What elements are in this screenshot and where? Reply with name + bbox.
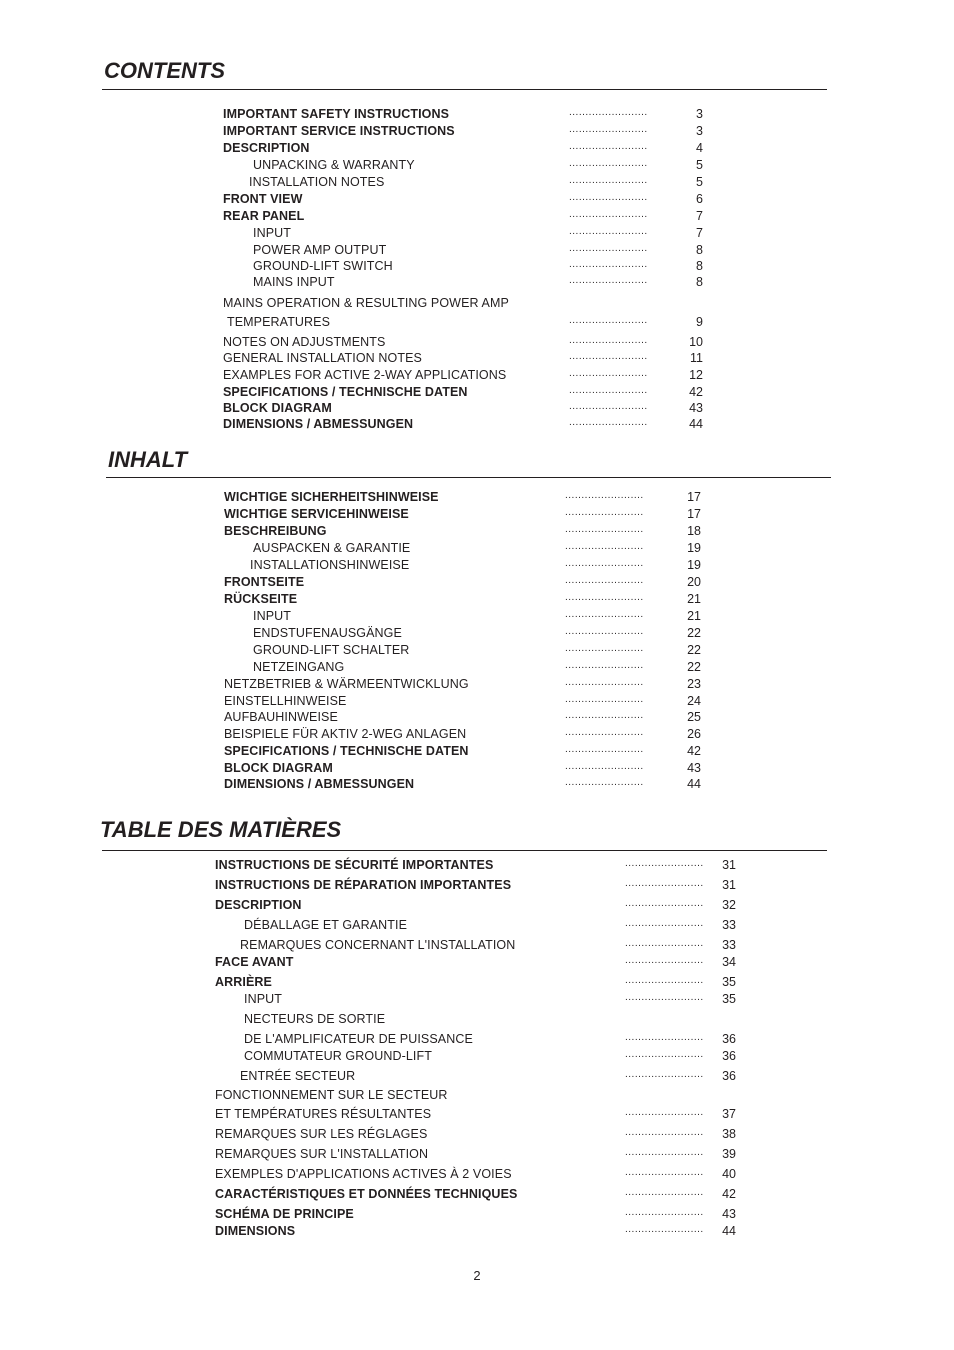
toc-entry-label: INPUT: [253, 609, 291, 623]
toc-entry[interactable]: [223, 334, 723, 350]
toc-entry[interactable]: [223, 295, 723, 311]
toc-leader-dots: ........................: [565, 524, 644, 535]
toc-entry[interactable]: [224, 489, 724, 505]
toc-entry-page: 21: [687, 609, 701, 623]
toc-entry-label: REAR PANEL: [223, 209, 305, 223]
toc-entry-page: 42: [689, 385, 703, 399]
toc-entry[interactable]: [223, 258, 723, 274]
toc-entry-page: 36: [722, 1049, 736, 1063]
toc-entry[interactable]: [215, 1106, 755, 1122]
toc-entry-label: POWER AMP OUTPUT: [253, 243, 387, 257]
toc-entry-label: IMPORTANT SAFETY INSTRUCTIONS: [223, 107, 450, 121]
toc-entry-label: SCHÉMA DE PRINCIPE: [215, 1207, 354, 1221]
toc-leader-dots: ........................: [569, 124, 648, 135]
toc-entry[interactable]: [215, 991, 755, 1007]
toc-entry-page: 44: [722, 1224, 736, 1238]
toc-entry[interactable]: [215, 1206, 755, 1222]
page-number: 2: [473, 1268, 481, 1283]
toc-leader-dots: ........................: [625, 938, 704, 949]
toc-leader-dots: ........................: [625, 918, 704, 929]
toc-leader-dots: ........................: [569, 209, 648, 220]
toc-entry[interactable]: [223, 157, 723, 173]
toc-leader-dots: ........................: [625, 1224, 704, 1235]
toc-entry-label: SPECIFICATIONS / TECHNISCHE DATEN: [223, 385, 468, 399]
toc-entry[interactable]: [215, 1031, 755, 1047]
toc-leader-dots: ........................: [625, 1069, 704, 1080]
toc-leader-dots: ........................: [565, 744, 644, 755]
toc-entry[interactable]: [223, 242, 723, 258]
toc-entry[interactable]: [223, 416, 723, 432]
toc-leader-dots: ........................: [569, 226, 648, 237]
toc-leader-dots: ........................: [569, 259, 648, 270]
toc-entry[interactable]: [215, 954, 755, 970]
toc-entry[interactable]: [224, 608, 724, 624]
toc-entry[interactable]: [215, 1068, 755, 1084]
toc-entry[interactable]: [215, 1223, 755, 1239]
toc-entry-label: COMMUTATEUR GROUND-LIFT: [244, 1049, 432, 1063]
toc-entry-page: 33: [722, 918, 736, 932]
toc-entry-label: INPUT: [253, 226, 291, 240]
toc-entry-label: EXEMPLES D'APPLICATIONS ACTIVES À 2 VOIES: [215, 1167, 512, 1181]
toc-entry-page: 20: [687, 575, 701, 589]
toc-entry-label: FONCTIONNEMENT SUR LE SECTEUR: [215, 1088, 448, 1102]
toc-entry-page: 32: [722, 898, 736, 912]
toc-leader-dots: ........................: [569, 368, 648, 379]
toc-entry-page: 23: [687, 677, 701, 691]
toc-entry[interactable]: [224, 625, 724, 641]
toc-entry-page: 4: [696, 141, 703, 155]
toc-entry-page: 43: [689, 401, 703, 415]
toc-entry-label: IMPORTANT SERVICE INSTRUCTIONS: [223, 124, 455, 138]
toc-leader-dots: ........................: [565, 626, 644, 637]
toc-leader-dots: ........................: [565, 592, 644, 603]
toc-entry-page: 5: [696, 175, 703, 189]
toc-entry-page: 31: [722, 858, 736, 872]
toc-entry[interactable]: [215, 1048, 755, 1064]
toc-entry-page: 43: [722, 1207, 736, 1221]
toc-entry[interactable]: [223, 367, 723, 383]
toc-entry-label: INSTRUCTIONS DE RÉPARATION IMPORTANTES: [215, 878, 512, 892]
toc-entry-label: NETZBETRIEB & WÄRMEENTWICKLUNG: [224, 677, 469, 691]
toc-entry[interactable]: [224, 659, 724, 675]
toc-entry-page: 12: [689, 368, 703, 382]
toc-entry-label: WICHTIGE SERVICEHINWEISE: [224, 507, 409, 521]
toc-entry-page: 7: [696, 209, 703, 223]
toc-entry[interactable]: [224, 760, 724, 776]
toc-leader-dots: ........................: [625, 955, 704, 966]
toc-leader-dots: ........................: [569, 275, 648, 286]
toc-leader-dots: ........................: [569, 417, 648, 428]
toc-entry[interactable]: [215, 877, 755, 893]
toc-entry[interactable]: [223, 274, 723, 290]
toc-entry[interactable]: [224, 591, 724, 607]
toc-entry-label: FRONT VIEW: [223, 192, 303, 206]
toc-leader-dots: ........................: [565, 575, 644, 586]
toc-entry-page: 8: [696, 259, 703, 273]
toc-leader-dots: ........................: [565, 694, 644, 705]
toc-entry[interactable]: [215, 1087, 755, 1103]
toc-entry[interactable]: [224, 743, 724, 759]
toc-entry-page: 19: [687, 558, 701, 572]
toc-entry-page: 43: [687, 761, 701, 775]
toc-entry-page: 19: [687, 541, 701, 555]
toc-leader-dots: ........................: [625, 975, 704, 986]
toc-entry-label: INPUT: [244, 992, 282, 1006]
toc-leader-dots: ........................: [565, 643, 644, 654]
toc-entry[interactable]: [223, 123, 723, 139]
toc-entry-page: 11: [690, 351, 703, 365]
contents-toc: [223, 106, 723, 436]
toc-leader-dots: ........................: [565, 490, 644, 501]
toc-entry[interactable]: [223, 350, 723, 366]
toc-entry-label: ARRIÈRE: [215, 975, 272, 989]
toc-entry-page: 44: [689, 417, 703, 431]
toc-leader-dots: ........................: [569, 192, 648, 203]
toc-entry-label: BLOCK DIAGRAM: [224, 761, 333, 775]
toc-entry-label: ET TEMPÉRATURES RÉSULTANTES: [215, 1107, 432, 1121]
toc-leader-dots: ........................: [625, 1207, 704, 1218]
toc-entry-page: 34: [722, 955, 736, 969]
toc-entry-page: 44: [687, 777, 701, 791]
toc-entry-page: 21: [687, 592, 701, 606]
toc-leader-dots: ........................: [569, 351, 648, 362]
toc-entry-label: GENERAL INSTALLATION NOTES: [223, 351, 422, 365]
toc-entry-label: UNPACKING & WARRANTY: [253, 158, 415, 172]
toc-entry-label: NETZEINGANG: [253, 660, 345, 674]
toc-entry[interactable]: [215, 937, 755, 953]
toc-leader-dots: ........................: [569, 385, 648, 396]
toc-entry-page: 22: [687, 626, 701, 640]
toc-leader-dots: ........................: [625, 1187, 704, 1198]
toc-entry[interactable]: [224, 693, 724, 709]
toc-entry-page: 7: [696, 226, 703, 240]
toc-entry-page: 18: [687, 524, 701, 538]
toc-leader-dots: ........................: [565, 727, 644, 738]
toc-entry[interactable]: [215, 857, 755, 873]
toc-leader-dots: ........................: [625, 1107, 704, 1118]
table-des-matieres-heading: TABLE DES MATIÈRES: [100, 817, 342, 842]
toc-entry-page: 3: [696, 107, 703, 121]
toc-entry-label: GROUND-LIFT SWITCH: [253, 259, 393, 273]
toc-entry[interactable]: [215, 917, 755, 933]
toc-entry-page: 26: [687, 727, 701, 741]
toc-entry[interactable]: [224, 506, 724, 522]
toc-leader-dots: ........................: [625, 858, 704, 869]
toc-leader-dots: ........................: [625, 898, 704, 909]
contents-rule: [102, 89, 827, 90]
toc-entry-label: MAINS OPERATION & RESULTING POWER AMP: [223, 296, 509, 310]
toc-entry-label: MAINS INPUT: [253, 275, 335, 289]
toc-entry-page: 33: [722, 938, 736, 952]
toc-entry-page: 35: [722, 992, 736, 1006]
toc-entry-label: BEISPIELE FÜR AKTIV 2-WEG ANLAGEN: [224, 727, 467, 741]
toc-entry-page: 36: [722, 1032, 736, 1046]
toc-entry[interactable]: [215, 1011, 755, 1027]
toc-entry-page: 9: [696, 315, 703, 329]
toc-leader-dots: ........................: [569, 401, 648, 412]
toc-leader-dots: ........................: [565, 761, 644, 772]
toc-entry[interactable]: [215, 1186, 755, 1202]
toc-entry-page: 8: [696, 275, 703, 289]
toc-entry-page: 39: [722, 1147, 736, 1161]
toc-entry[interactable]: [224, 574, 724, 590]
toc-entry-label: DESCRIPTION: [223, 141, 310, 155]
toc-entry[interactable]: [224, 557, 724, 573]
toc-entry-label: GROUND-LIFT SCHALTER: [253, 643, 410, 657]
inhalt-toc: [224, 489, 724, 799]
toc-entry-page: 8: [696, 243, 703, 257]
toc-entry-label: BESCHREIBUNG: [224, 524, 327, 538]
toc-entry[interactable]: [223, 191, 723, 207]
toc-entry[interactable]: [224, 642, 724, 658]
toc-entry[interactable]: [215, 1126, 755, 1142]
toc-entry-label: DIMENSIONS: [215, 1224, 296, 1238]
toc-leader-dots: ........................: [625, 992, 704, 1003]
toc-entry[interactable]: [223, 208, 723, 224]
toc-leader-dots: ........................: [625, 1127, 704, 1138]
toc-entry-label: DESCRIPTION: [215, 898, 302, 912]
toc-leader-dots: ........................: [569, 107, 648, 118]
toc-entry[interactable]: [223, 384, 723, 400]
toc-entry-page: 40: [722, 1167, 736, 1181]
toc-leader-dots: ........................: [565, 507, 644, 518]
toc-entry[interactable]: [224, 676, 724, 692]
table-des-matieres-toc: [215, 857, 755, 1247]
toc-entry-page: 42: [722, 1187, 736, 1201]
toc-leader-dots: ........................: [569, 175, 648, 186]
contents-heading: CONTENTS: [104, 58, 225, 83]
toc-entry-label: DÉBALLAGE ET GARANTIE: [244, 918, 408, 932]
toc-leader-dots: ........................: [565, 677, 644, 688]
toc-entry-label: INSTALLATION NOTES: [249, 175, 385, 189]
toc-entry[interactable]: [223, 225, 723, 241]
toc-entry-label: INSTRUCTIONS DE SÉCURITÉ IMPORTANTES: [215, 858, 494, 872]
toc-leader-dots: ........................: [565, 660, 644, 671]
toc-entry-label: ENTRÉE SECTEUR: [240, 1069, 356, 1083]
toc-entry-label: REMARQUES SUR L'INSTALLATION: [215, 1147, 429, 1161]
toc-entry-page: 22: [687, 660, 701, 674]
toc-entry-label: CARACTÉRISTIQUES ET DONNÉES TECHNIQUES: [215, 1187, 518, 1201]
toc-entry[interactable]: [223, 314, 723, 330]
toc-entry[interactable]: [224, 523, 724, 539]
toc-entry[interactable]: [215, 1166, 755, 1182]
toc-entry-page: 17: [687, 507, 701, 521]
toc-entry-label: EINSTELLHINWEISE: [224, 694, 347, 708]
toc-entry-page: 25: [687, 710, 701, 724]
toc-entry[interactable]: [224, 776, 724, 792]
toc-entry-label: REMARQUES CONCERNANT L'INSTALLATION: [240, 938, 516, 952]
toc-entry-page: 3: [696, 124, 703, 138]
toc-leader-dots: ........................: [565, 541, 644, 552]
toc-entry-label: ENDSTUFENAUSGÄNGE: [253, 626, 402, 640]
toc-entry-page: 10: [689, 335, 703, 349]
toc-leader-dots: ........................: [625, 1049, 704, 1060]
toc-entry-label: REMARQUES SUR LES RÉGLAGES: [215, 1127, 428, 1141]
toc-leader-dots: ........................: [569, 335, 648, 346]
toc-entry-page: 17: [687, 490, 701, 504]
toc-leader-dots: ........................: [625, 1032, 704, 1043]
inhalt-rule: [106, 477, 831, 478]
toc-entry-label: INSTALLATIONSHINWEISE: [250, 558, 410, 572]
toc-entry-page: 36: [722, 1069, 736, 1083]
toc-entry-page: 22: [687, 643, 701, 657]
toc-entry[interactable]: [215, 897, 755, 913]
toc-entry-page: 6: [696, 192, 703, 206]
toc-entry-label: NECTEURS DE SORTIE: [244, 1012, 386, 1026]
toc-entry-label: RÜCKSEITE: [224, 592, 298, 606]
toc-entry-label: EXAMPLES FOR ACTIVE 2-WAY APPLICATIONS: [223, 368, 507, 382]
toc-entry-label: WICHTIGE SICHERHEITSHINWEISE: [224, 490, 439, 504]
inhalt-heading: INHALT: [108, 447, 188, 472]
toc-leader-dots: ........................: [625, 1147, 704, 1158]
toc-leader-dots: ........................: [565, 558, 644, 569]
toc-entry-page: 35: [722, 975, 736, 989]
toc-leader-dots: ........................: [569, 141, 648, 152]
toc-entry-label: DIMENSIONS / ABMESSUNGEN: [224, 777, 415, 791]
toc-entry[interactable]: [223, 400, 723, 416]
toc-entry-label: DE L'AMPLIFICATEUR DE PUISSANCE: [244, 1032, 473, 1046]
toc-entry-label: AUFBAUHINWEISE: [224, 710, 338, 724]
toc-entry-label: SPECIFICATIONS / TECHNISCHE DATEN: [224, 744, 469, 758]
toc-entry-page: 37: [722, 1107, 736, 1121]
toc-entry-label: DIMENSIONS / ABMESSUNGEN: [223, 417, 414, 431]
toc-leader-dots: ........................: [625, 878, 704, 889]
toc-entry[interactable]: [223, 174, 723, 190]
toc-entry-label: TEMPERATURES: [227, 315, 331, 329]
toc-entry-label: FRONTSEITE: [224, 575, 305, 589]
toc-leader-dots: ........................: [565, 777, 644, 788]
toc-entry-page: 38: [722, 1127, 736, 1141]
toc-leader-dots: ........................: [625, 1167, 704, 1178]
toc-entry-page: 42: [687, 744, 701, 758]
toc-leader-dots: ........................: [569, 243, 648, 254]
toc-leader-dots: ........................: [569, 315, 648, 326]
toc-entry[interactable]: [215, 974, 755, 990]
toc-leader-dots: ........................: [569, 158, 648, 169]
toc-leader-dots: ........................: [565, 710, 644, 721]
toc-entry[interactable]: [223, 140, 723, 156]
toc-entry[interactable]: [224, 709, 724, 725]
toc-entry-page: 5: [696, 158, 703, 172]
toc-entry-page: 24: [687, 694, 701, 708]
table-des-matieres-rule: [102, 850, 827, 851]
toc-entry[interactable]: [224, 726, 724, 742]
toc-entry-page: 31: [722, 878, 736, 892]
toc-entry-label: FACE AVANT: [215, 955, 294, 969]
toc-entry-label: AUSPACKEN & GARANTIE: [253, 541, 411, 555]
toc-leader-dots: ........................: [565, 609, 644, 620]
toc-entry-label: BLOCK DIAGRAM: [223, 401, 332, 415]
toc-entry[interactable]: [224, 540, 724, 556]
toc-entry[interactable]: [215, 1146, 755, 1162]
toc-entry-label: NOTES ON ADJUSTMENTS: [223, 335, 386, 349]
toc-entry[interactable]: [223, 106, 723, 122]
